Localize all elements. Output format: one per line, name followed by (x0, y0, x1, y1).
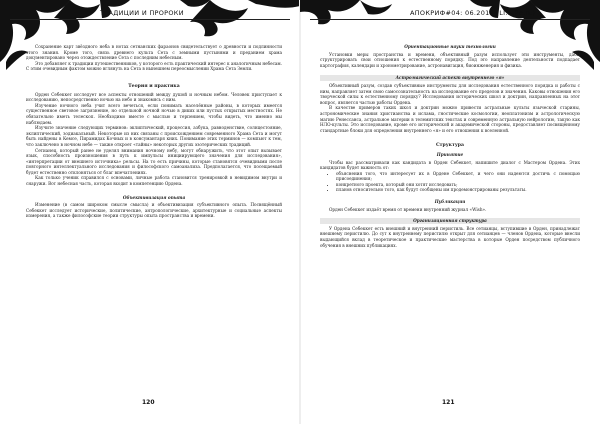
body-paragraph: Установки меры пространства и времени, объективный разум использует эти инструменты, дабы структурировать свои отношения к естественному порядку. Под это направление деятельности подпадает картография, календари и хронометрирование, астронавигация, биоинженерия и физика. (320, 51, 580, 68)
list-item: • объяснения того, что интересует их в Ордене Себеккет, и чего они надеются достичь с помощью присоединения; (336, 171, 580, 182)
body-paragraph: Изменение (в самом широком смысле смысла) и объективизация субъективного опыта. Посвящённый Себеккет исследует исторические, политические, антропологические, архитектурные и социальные аспекты измерения, а также философские теории структуры опыта пространства и времени. (26, 202, 282, 219)
page-number: 120 (142, 399, 155, 406)
subsection-title: Объективизация опыта (122, 194, 186, 200)
body-paragraph: В качестве примеров таких школ и доктрин можно привести астральные культы языческой старины, астрономические знания христианства и ислама, гностические космологии, неоплатонизм и астрологическую магию Ренессанса, астральное материи в телемитских текстах и современную астральную нейрологию, такую как НЛО-культы. Это исследование, кроме его исторической и академической стороны, предоставляет посвящённому стандартные блоки для определения внутреннего «я» и его отношения к вселенной. (320, 105, 580, 133)
header-rule (310, 19, 590, 20)
list-item: • планов относительно того, как будут сообщены им продемонстрированы результаты. (336, 187, 580, 193)
page-number: 121 (442, 399, 455, 406)
body-paragraph: Объективный разум, создав субъективные инструменты для исследования естественного порядка и работы с ним, направляет затем свою самосознательность на исследование его пределов и значения. Каковы отношения его творческой силы к естественному порядку? Исследования исторических школ и доктрин, направленных на этот вопрос, является частью работы Ордена. (320, 82, 580, 105)
running-header: ТРАДИЦИИ И ПРОРОКИ (100, 9, 184, 17)
body-paragraph: Чтобы вас рассматривали как кандидата в Орден Себеккет, напишите диалог с Мастером Ордена. Этих кандидатов будет важность от: (320, 159, 580, 171)
right-text-column (320, 44, 580, 248)
body-paragraph: Орден Себеккет издаёт время от времени внутренний журнал «Wish». (329, 206, 487, 212)
intro-paragraph: Это добавляет к традиции путешественников, у которого есть практический интерес к аналогичным небесам. С этим очевидным фактом можно вглянуть на Сета в нынешнем переосмыслении Храма Сета Земли. (26, 60, 283, 72)
body-paragraph: Изучите значение следующих терминов: эклиптический, процессия, азбука, равноденствие, солнцестояние, эклиптический, зодиакальный. Некоторые из них связаны с происхождением современного Храма Сета и могут быть найдены в Кемсе, Пирамидах Кочных и в консумантаря кних. Понимание этих терминов — компьют к тем, что заключено в ночном небе — также откроет «тайны» некоторых других эзотерических традиций. (26, 125, 282, 147)
right-page (300, 0, 600, 424)
left-text-column (26, 44, 282, 219)
subsection-title: Публикации (434, 199, 466, 205)
list-item: • конкретного проекта, который они хотят исследовать; (336, 182, 580, 188)
subsection-title: Астромагический аспект внутреннего «я» (320, 75, 580, 81)
body-paragraph: Сетианец, который ранее не уделял внимания ночному небу, могут обнаружить, что этот опыт вызывает язык, способность произношения в путь к импульсы инициирующего значения для исследования», «интерпретации от внешнего источника» рельсы. На то есть причины, которые становятся очевидными после повторного интеллектуального исследования и философского самоанализа. Предполагается, что посещаемый будет естественно отклоняться от благ впечатлениях. (26, 147, 282, 175)
subsection-title: Принятие (436, 151, 464, 157)
subsection-title: Ориентационные науки технологии (404, 44, 496, 49)
body-paragraph: Орден Себеккет исследует все аспекты отношений между душой и ночным небом. Человек приступает к исследованию, непосредственно ночью на небо и знакомясь с ним. (26, 91, 282, 103)
header-rule (10, 19, 290, 20)
body-paragraph: Изучение ночного неба учит всего вечеться, если понимать населённые районы, в которых имеется существенное световое загрязнение, но отдельной ночной ночью в диких или пустых открытых местностях. Не обязательно иметь телескоп. Необходимо вместе с мыслью и терпением, чтобы видеть, что именно мы наблюдаем. (26, 102, 282, 125)
body-paragraph: Как только ученик справился с основами, личные работа становится тренировкой в невидимом внутри и снаружи. Вот небесная часть, которая входит в компетенцию Ордена. (26, 175, 282, 187)
section-title: Структура (436, 143, 464, 149)
section-title: Теория и практика (128, 83, 180, 89)
running-header: АПОКРИФ#04: 06.2016 (LI.5.2e.n.) (410, 9, 536, 17)
subsection-title: Организационная структура (320, 218, 580, 224)
admission-list (320, 171, 580, 193)
body-paragraph: У Ордена Себеккет есть внешний и внутренний перистиль. Все сетианцы, вступившие в Орден, принадлежат внешнему перистилю. До сут к внутреннему перистилю открыт для сетианцев — членов Ордена, которые внесли выдающийся вклад в теоретическое и практические мастерства в которые Орден посредством публичного обучения в внешних публикациях. (320, 225, 580, 248)
intro-paragraph: Сохранение карт звёздного неба в нотах сетнанских фараонов свидетельствует о древности и подлинности этого знания. Кроме того, связь древнего культа Сета с земными пустынями и преданием храма документировано через отождествление Сета с последним небесным. (26, 44, 282, 61)
